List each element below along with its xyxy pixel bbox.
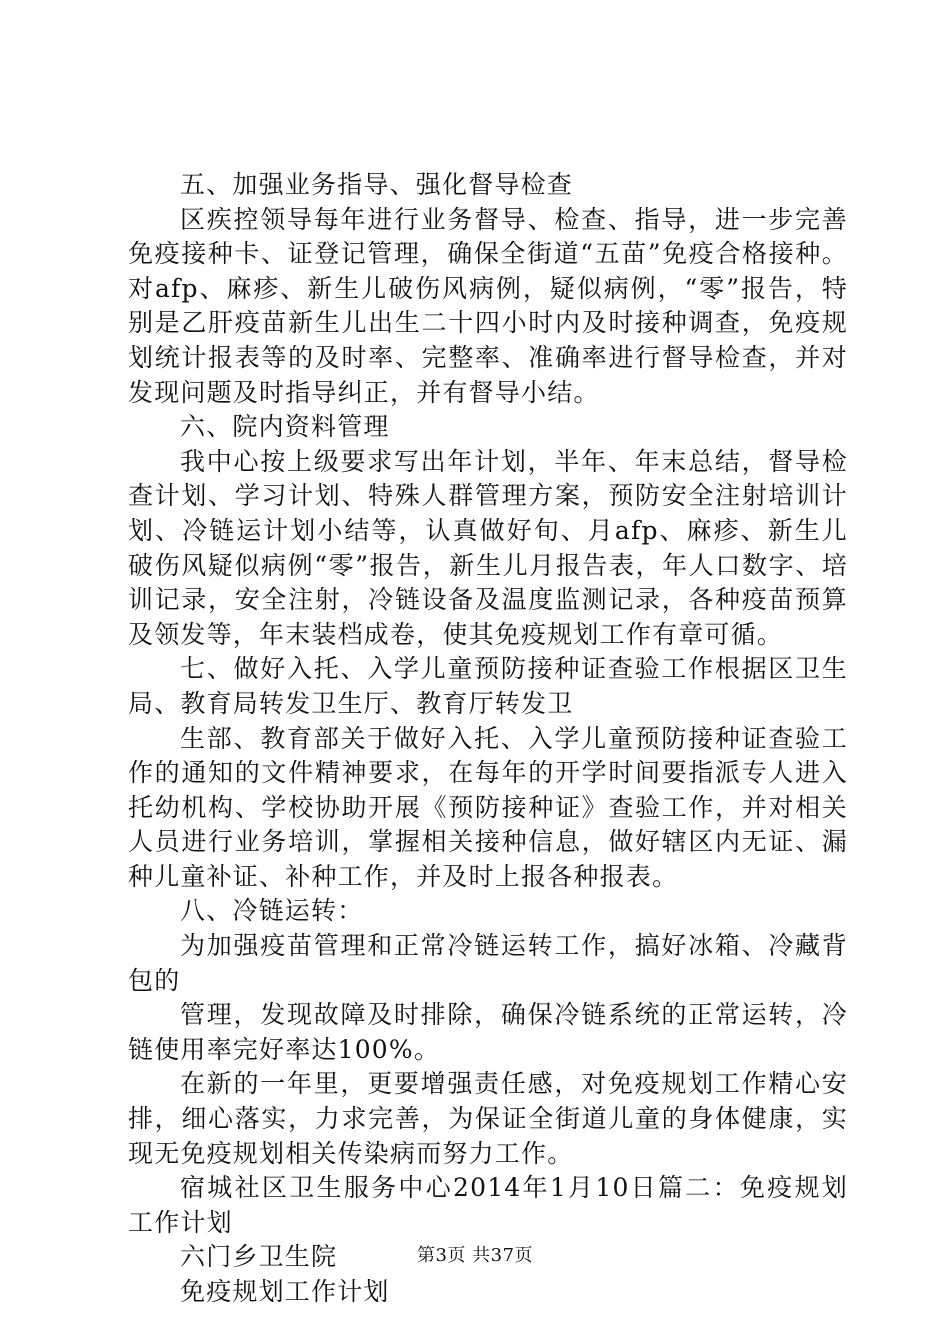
page-number: 第3页 共37页 [416, 1245, 534, 1266]
section-heading: 七、做好入托、入学儿童预防接种证查验工作根据区卫生局、教育局转发卫生厅、教育厅转发卫 [128, 654, 848, 718]
section-heading: 五、加强业务指导、强化督导检查 [180, 170, 574, 199]
paragraph: 区疾控领导每年进行业务督导、检查、指导，进一步完善免疫接种卡、证登记管理，确保全街道“五苗”免疫合格接种。对afp、麻疹、新生儿破伤风病例，疑似病例，“零”报告，特别是乙肝疫苗新生儿出生二十四小时内及时接种调查，免疫规划统计报表等的及时率、完整率、准确率进行督导检查，并对发现问题及时指导纠正，并有督导小结。 [128, 204, 848, 407]
section-heading: 八、冷链运转： [180, 896, 364, 926]
paragraph: 为加强疫苗管理和正常冷链运转工作，搞好冰箱、冷藏背包的 [128, 931, 848, 995]
section-heading: 六、院内资料管理 [180, 412, 390, 442]
document-title: 免疫规划工作计划 [180, 1277, 390, 1306]
page-footer [0, 1241, 950, 1267]
paragraph: 我中心按上级要求写出年计划，半年、年末总结，督导检查计划、学习计划、特殊人群管理方案，预防安全注射培训计划、冷链运计划小结等，认真做好旬、月afp、麻疹、新生儿破伤风疑似病例“零”报告，新生儿月报告表，年人口数字、培训记录，安全注射，冷链设备及温度监测记录，各种疫苗预算及领发等，年末装档成卷，使其免疫规划工作有章可循。 [128, 446, 848, 649]
paragraph: 生部、教育部关于做好入托、入学儿童预防接种证查验工作的通知的文件精神要求，在每年的开学时间要指派专人进入托幼机构、学校协助开展《预防接种证》查验工作，并对相关人员进行业务培训，掌握相关接种信息，做好辖区内无证、漏种儿童补证、补种工作，并及时上报各种报表。 [128, 723, 848, 891]
document-body [128, 168, 848, 1310]
signature-line: 宿城社区卫生服务中心2014年1月10日篇二：免疫规划工作计划 [128, 1173, 848, 1237]
paragraph: 在新的一年里，更要增强责任感，对免疫规划工作精心安排，细心落实，力求完善，为保证全街道儿童的身体健康，实现无免疫规划相关传染病而努力工作。 [128, 1069, 848, 1168]
paragraph: 管理，发现故障及时排除，确保冷链系统的正常运转，冷链使用率完好率达100%。 [128, 1000, 848, 1064]
organization-name: 六门乡卫生院 [180, 1242, 338, 1272]
